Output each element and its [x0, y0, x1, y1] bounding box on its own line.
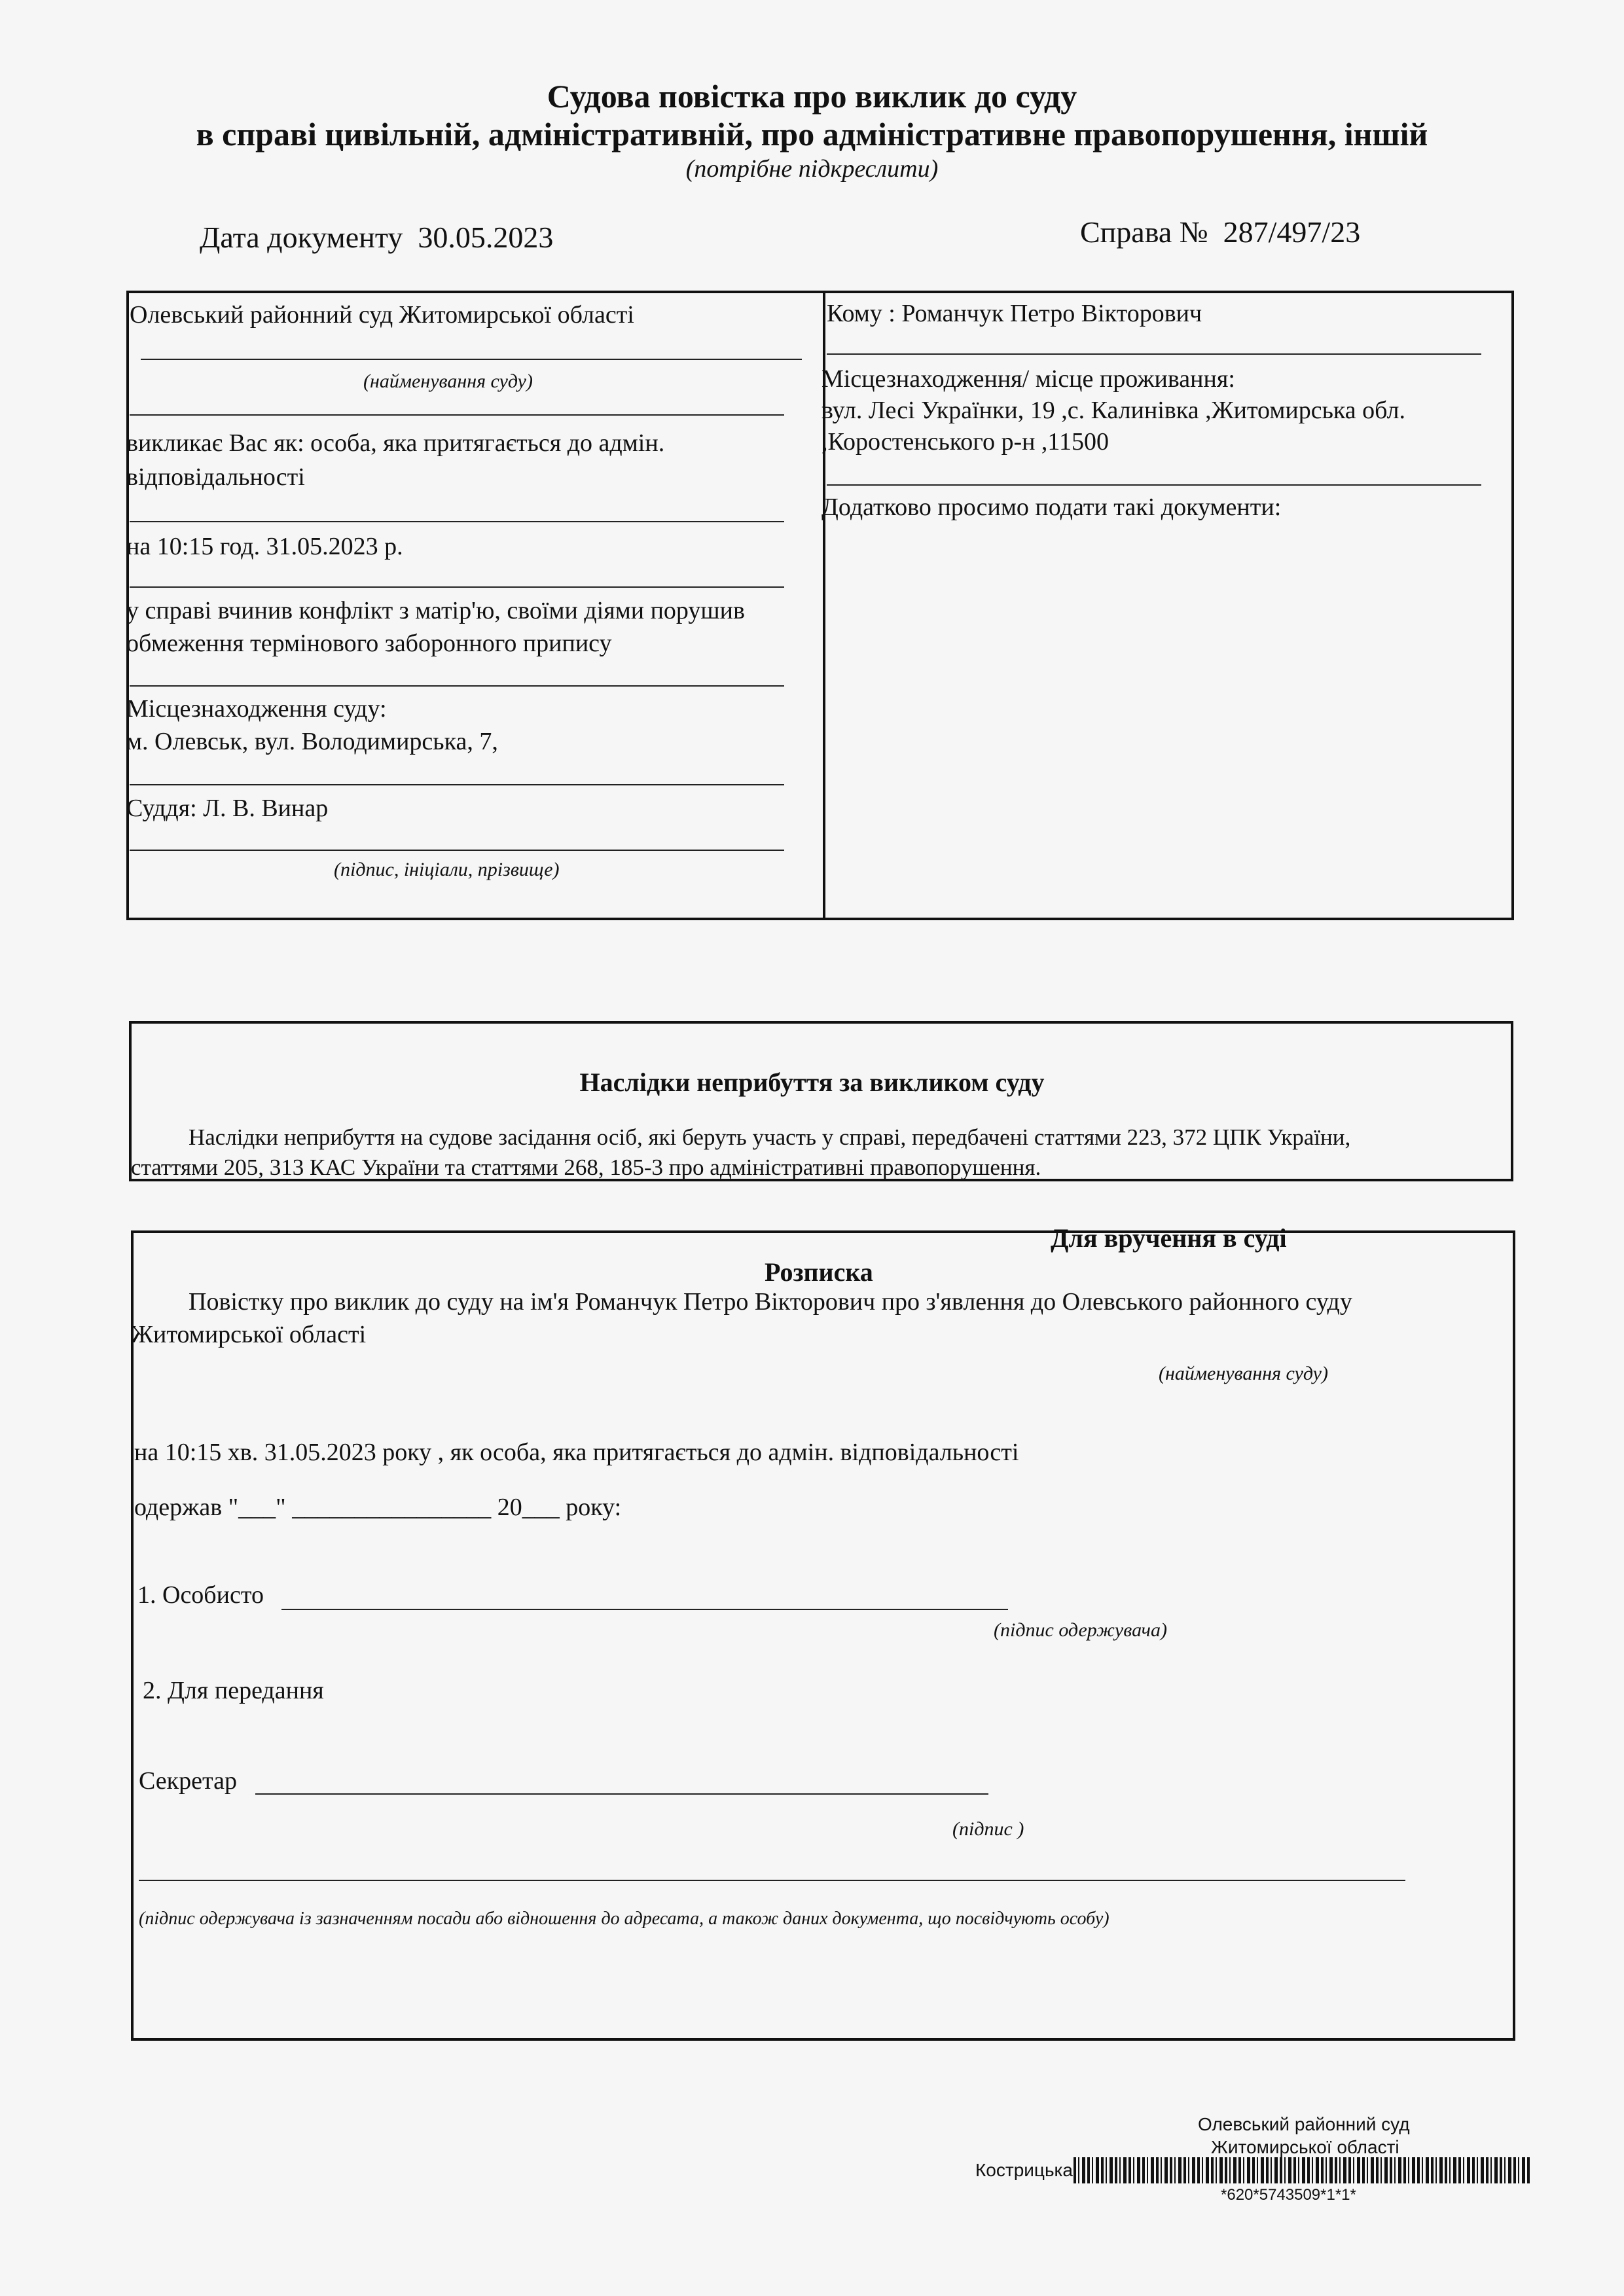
recipient-signature-caption: (підпис одержувача) — [994, 1619, 1167, 1641]
court-name: Олевський районний суд Житомирської області — [130, 301, 634, 329]
case-description-line2: обмеження термінового заборонного припису — [126, 630, 612, 657]
receipt-time-line: на 10:15 хв. 31.05.2023 року , як особа, яка притягається до адмін. відповідальності — [134, 1439, 1019, 1466]
page-subtitle: в справі цивільній, адміністративній, про адміністративне правопорушення, іншій — [196, 116, 1428, 152]
address-line2: ,Коростенського р-н ,11500 — [821, 428, 1110, 456]
received-date-line: одержав "___" ________________ 20___ року: — [134, 1494, 622, 1521]
case-number-value: 287/497/23 — [1223, 215, 1361, 249]
court-location-label: Місцезнаходження суду: — [126, 695, 387, 723]
secretary-signature-line — [255, 1793, 988, 1795]
extra-documents: Додатково просимо подати такі документи: — [821, 493, 1282, 521]
separator-line — [130, 784, 784, 785]
stamp-court-line1: Олевський районний суд — [1198, 2114, 1410, 2134]
stamp-court-line2: Житомирської області — [1211, 2137, 1399, 2157]
consequences-text-line2: статтями 205, 313 КАС України та статтями 268, 185-3 про адміністративні правопорушення. — [131, 1155, 1041, 1180]
case-number — [1080, 215, 1360, 249]
receipt-line2: Житомирської області — [131, 1321, 367, 1348]
judge-signature-line — [130, 850, 784, 851]
footer-signature-line — [139, 1880, 1405, 1881]
court-name-caption: (найменування суду) — [363, 370, 533, 392]
summoned-as-line2: відповідальності — [126, 463, 305, 491]
court-location: м. Олевськ, вул. Володимирська, 7, — [126, 728, 498, 755]
hearing-time: на 10:15 год. 31.05.2023 р. — [126, 533, 403, 560]
secretary-signature-caption: (підпис ) — [952, 1818, 1024, 1840]
separator-line — [130, 521, 784, 522]
consequences-title: Наслідки неприбуття за викликом суду — [579, 1067, 1045, 1097]
barcode-text: *620*5743509*1*1* — [1221, 2186, 1356, 2204]
receipt-line1: Повістку про виклик до суду на ім'я Романчук Петро Вікторович про з'явлення до Олевського районного суду — [189, 1288, 1352, 1316]
page-title: Судова повістка про виклик до суду — [547, 78, 1077, 115]
separator-line — [130, 414, 784, 416]
document-date-label: Дата документу — [200, 221, 403, 254]
document-date — [200, 220, 553, 255]
document-date-value: 30.05.2023 — [418, 221, 554, 254]
case-number-label: Справа № — [1080, 215, 1208, 249]
summoned-as-line1: викликає Вас як: особа, яка притягається до адмін. — [126, 429, 665, 457]
case-description-line1: у справі вчинив конфлікт з матір'ю, своїми діями порушив — [126, 597, 745, 624]
separator-line — [130, 586, 784, 588]
underline-note: (потрібне підкреслити) — [685, 155, 939, 183]
separator-line — [827, 353, 1481, 355]
court-name-line — [141, 359, 802, 360]
receipt-title: Розписка — [765, 1257, 873, 1287]
separator-line — [130, 685, 784, 687]
secretary-label: Секретар — [139, 1767, 237, 1795]
separator-line — [827, 484, 1481, 486]
receipt-court-caption: (найменування суду) — [1159, 1363, 1328, 1384]
judge-caption: (підпис, ініціали, прізвище) — [334, 859, 560, 880]
consequences-text-line1: Наслідки неприбуття на судове засідання осіб, які беруть участь у справі, передбачені статтями 223, 372 ЦПК України, — [189, 1124, 1351, 1150]
address-line1: вул. Лесі Українки, 19 ,с. Калинівка ,Житомирська обл. — [821, 397, 1406, 424]
footer-signature-caption: (підпис одержувача із зазначенням посади або відношення до адресата, а також даних документа, що посвідчують особу) — [139, 1909, 1110, 1929]
recipient: Кому : Романчук Петро Вікторович — [827, 300, 1202, 327]
clerk-name: Кострицька — [975, 2160, 1073, 2180]
transfer-label: 2. Для передання — [143, 1677, 324, 1704]
personally-signature-line — [281, 1609, 1008, 1610]
barcode — [1074, 2157, 1532, 2183]
address-label: Місцезнаходження/ місце проживання: — [821, 365, 1235, 393]
judge-name: Суддя: Л. В. Винар — [126, 795, 329, 822]
for-court-label: Для вручення в суді — [1051, 1223, 1287, 1253]
personally-label: 1. Особисто — [137, 1581, 264, 1609]
